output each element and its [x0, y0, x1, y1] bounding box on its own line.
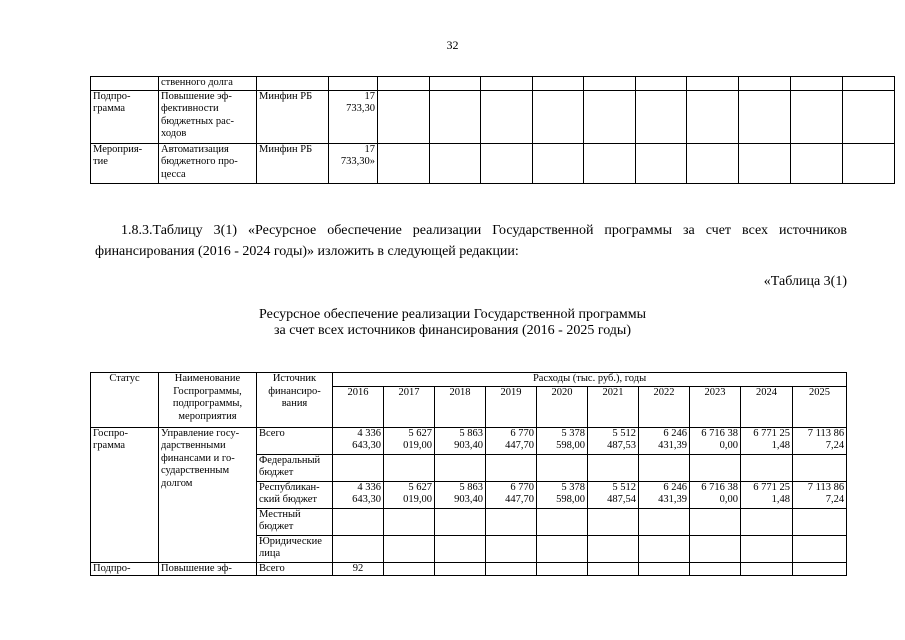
- status-header: Статус: [91, 373, 159, 428]
- empty-cell: [384, 562, 435, 576]
- value-cell: [384, 454, 435, 481]
- name-header: Наименование Госпрограммы, подпрограммы, мероприятия: [159, 373, 257, 428]
- empty-cell: [843, 143, 895, 183]
- source-cell: Минфин РБ: [257, 143, 329, 183]
- value-cell: [486, 535, 537, 562]
- table-row: [91, 562, 847, 576]
- empty-cell: [481, 143, 533, 183]
- empty-cell: [533, 90, 584, 143]
- value-cell: [639, 508, 690, 535]
- value-cell: 5 378 598,00: [537, 427, 588, 454]
- empty-cell: [636, 90, 687, 143]
- table-row: [91, 427, 847, 454]
- value-cell: [588, 535, 639, 562]
- empty-cell: [843, 90, 895, 143]
- year-header: 2025: [793, 386, 847, 427]
- year-header: 2020: [537, 386, 588, 427]
- source-cell: [257, 77, 329, 91]
- value-cell: 5 512 487,53: [588, 427, 639, 454]
- source-cell: Республикан- ский бюджет: [257, 481, 333, 508]
- value-cell: [435, 454, 486, 481]
- value-cell: [329, 77, 378, 91]
- empty-cell: [486, 562, 537, 576]
- source-cell: Всего: [257, 427, 333, 454]
- value-cell: 7 113 86 7,24: [793, 427, 847, 454]
- value-cell: 5 627 019,00: [384, 427, 435, 454]
- empty-cell: [430, 90, 481, 143]
- value-cell: 4 336 643,30: [333, 427, 384, 454]
- year-header: 2016: [333, 386, 384, 427]
- header-row: [91, 373, 847, 387]
- empty-cell: [687, 90, 739, 143]
- table-title-line-1: Ресурсное обеспечение реализации Государственной программы: [258, 307, 647, 322]
- value-cell: [690, 454, 741, 481]
- empty-cell: [739, 90, 791, 143]
- empty-cell: [481, 77, 533, 91]
- value-cell: 5 863 903,40: [435, 427, 486, 454]
- value-cell: [690, 508, 741, 535]
- empty-cell: [739, 143, 791, 183]
- value-cell: [537, 535, 588, 562]
- name-cell: Повышение эф-: [159, 562, 257, 576]
- status-cell: Подпро-: [91, 562, 159, 576]
- value-cell: 6 246 431,39: [639, 481, 690, 508]
- value-cell: [333, 535, 384, 562]
- empty-cell: [584, 77, 636, 91]
- source-header: Источник финансиро- вания: [257, 373, 333, 428]
- status-cell: Мероприя- тие: [91, 143, 159, 183]
- empty-cell: [741, 562, 793, 576]
- empty-cell: [739, 77, 791, 91]
- empty-cell: [791, 77, 843, 91]
- year-header: 2024: [741, 386, 793, 427]
- value-cell: [486, 508, 537, 535]
- value-cell: [639, 454, 690, 481]
- table-title: [0, 307, 905, 339]
- year-header: 2018: [435, 386, 486, 427]
- instruction-text: 1.8.3.Таблицу 3(1) «Ресурсное обеспечение реализации Государственной программы за счет всех источников финансирования (2016 - 2024 годы)» изложить в следующей редакции:: [95, 223, 847, 259]
- empty-cell: [378, 90, 430, 143]
- status-cell: Госпро- грамма: [91, 427, 159, 562]
- continued-table: [90, 76, 895, 184]
- value-cell: 6 771 25 1,48: [741, 481, 793, 508]
- source-cell: Всего: [257, 562, 333, 576]
- name-cell: Автоматизация бюджетного про- цесса: [159, 143, 257, 183]
- value-cell: 5 512 487,54: [588, 481, 639, 508]
- empty-cell: [584, 90, 636, 143]
- empty-cell: [533, 143, 584, 183]
- empty-cell: [584, 143, 636, 183]
- empty-cell: [793, 562, 847, 576]
- value-cell: [537, 508, 588, 535]
- table-label: «Таблица 3(1): [763, 274, 847, 289]
- table-row: [91, 143, 895, 183]
- empty-cell: [690, 562, 741, 576]
- value-cell: 7 113 86 7,24: [793, 481, 847, 508]
- source-cell: Федеральный бюджет: [257, 454, 333, 481]
- resource-table: [90, 372, 847, 576]
- value-cell: [588, 508, 639, 535]
- expenses-header: Расходы (тыс. руб.), годы: [333, 373, 847, 387]
- year-header: 2019: [486, 386, 537, 427]
- value-cell: [384, 535, 435, 562]
- status-cell: [91, 77, 159, 91]
- value-cell: [537, 454, 588, 481]
- name-cell: Повышение эф- фективности бюджетных рас- ходов: [159, 90, 257, 143]
- value-cell: [333, 508, 384, 535]
- empty-cell: [481, 90, 533, 143]
- value-cell: [793, 508, 847, 535]
- value-cell: 6 246 431,39: [639, 427, 690, 454]
- value-cell: 17 733,30: [329, 90, 378, 143]
- value-cell: [384, 508, 435, 535]
- empty-cell: [636, 143, 687, 183]
- value-cell: 5 627 019,00: [384, 481, 435, 508]
- table-title-line-2: за счет всех источников финансирования (2016 - 2025 годы): [273, 323, 632, 338]
- empty-cell: [378, 77, 430, 91]
- empty-cell: [378, 143, 430, 183]
- empty-cell: [843, 77, 895, 91]
- source-cell: Юридические лица: [257, 535, 333, 562]
- value-cell: [793, 535, 847, 562]
- value-cell: 92: [333, 562, 384, 576]
- source-cell: Минфин РБ: [257, 90, 329, 143]
- value-cell: [741, 508, 793, 535]
- value-cell: 6 716 38 0,00: [690, 427, 741, 454]
- value-cell: 6 771 25 1,48: [741, 427, 793, 454]
- instruction-paragraph: [95, 220, 847, 262]
- empty-cell: [636, 77, 687, 91]
- value-cell: 6 770 447,70: [486, 481, 537, 508]
- value-cell: [588, 454, 639, 481]
- value-cell: [741, 454, 793, 481]
- value-cell: 5 378 598,00: [537, 481, 588, 508]
- empty-cell: [639, 562, 690, 576]
- value-cell: 4 336 643,30: [333, 481, 384, 508]
- empty-cell: [791, 143, 843, 183]
- value-cell: [793, 454, 847, 481]
- year-header: 2021: [588, 386, 639, 427]
- value-cell: [690, 535, 741, 562]
- value-cell: [486, 454, 537, 481]
- value-cell: 6 770 447,70: [486, 427, 537, 454]
- empty-cell: [533, 77, 584, 91]
- empty-cell: [430, 77, 481, 91]
- empty-cell: [588, 562, 639, 576]
- empty-cell: [791, 90, 843, 143]
- table-row: [91, 90, 895, 143]
- value-cell: 17 733,30»: [329, 143, 378, 183]
- year-header: 2017: [384, 386, 435, 427]
- value-cell: [639, 535, 690, 562]
- empty-cell: [430, 143, 481, 183]
- empty-cell: [435, 562, 486, 576]
- value-cell: 5 863 903,40: [435, 481, 486, 508]
- empty-cell: [687, 143, 739, 183]
- value-cell: [333, 454, 384, 481]
- value-cell: [435, 508, 486, 535]
- page-number: 32: [446, 38, 459, 52]
- value-cell: 6 716 38 0,00: [690, 481, 741, 508]
- year-header: 2022: [639, 386, 690, 427]
- status-cell: Подпро- грамма: [91, 90, 159, 143]
- year-header: 2023: [690, 386, 741, 427]
- source-cell: Местный бюджет: [257, 508, 333, 535]
- value-cell: [741, 535, 793, 562]
- table-row: [91, 77, 895, 91]
- name-cell: Управление госу- дарственными финансами и го- сударственным долгом: [159, 427, 257, 562]
- value-cell: [435, 535, 486, 562]
- name-cell: ственного долга: [159, 77, 257, 91]
- empty-cell: [537, 562, 588, 576]
- empty-cell: [687, 77, 739, 91]
